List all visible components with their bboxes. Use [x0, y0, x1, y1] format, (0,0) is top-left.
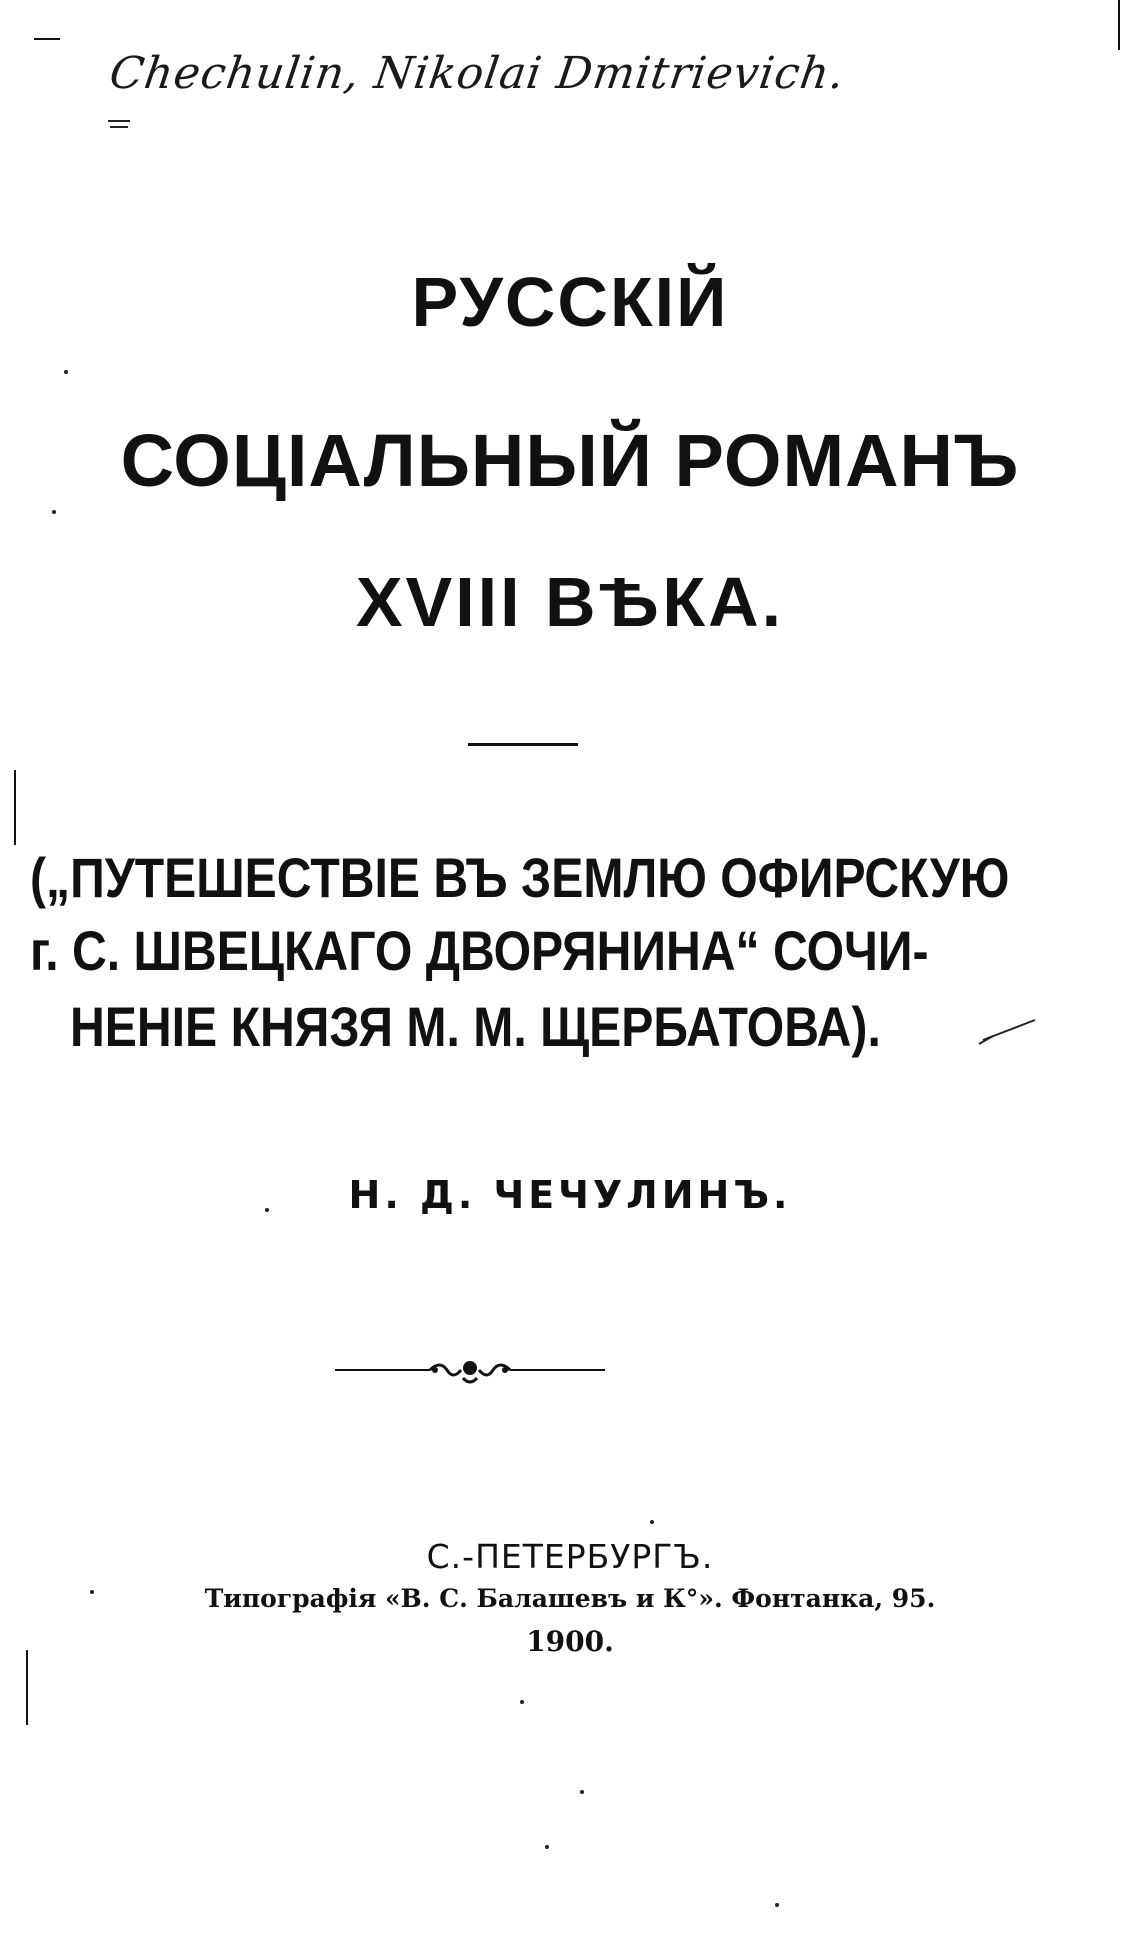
left-edge-line	[14, 770, 16, 845]
title-line-3: XVIII ВѢКА.	[355, 563, 785, 641]
scan-speck	[52, 510, 56, 514]
imprint-press: Типографія «В. С. Балашевъ и К°». Фонтанка, 95.	[204, 1584, 936, 1613]
scan-speck	[64, 370, 68, 374]
scan-speck	[580, 1790, 584, 1794]
title-divider	[468, 743, 578, 746]
scan-speck	[90, 1590, 94, 1594]
scan-speck	[650, 1520, 654, 1524]
handwritten-underline	[108, 120, 130, 122]
subtitle-line-2: г. С. ШВЕЦКАГО ДВОРЯНИНА“ СОЧИ-	[30, 919, 929, 982]
top-left-mark	[34, 38, 60, 40]
ornament-divider-icon	[335, 1350, 605, 1390]
scan-speck	[520, 1700, 524, 1704]
pencil-mark-icon	[975, 1010, 1045, 1050]
scan-speck	[265, 1208, 269, 1212]
subtitle-line-1: („ПУТЕШЕСТВІЕ ВЪ ЗЕМЛЮ ОФИРСКУЮ	[30, 846, 1010, 909]
right-edge-line	[1118, 0, 1120, 50]
title-line-2: СОЦІАЛЬНЫЙ РОМАНЪ	[120, 419, 1020, 502]
scan-speck	[545, 1845, 549, 1849]
author-name: Н. Д. ЧЕЧУЛИНЪ.	[348, 1173, 792, 1217]
scan-speck	[775, 1903, 779, 1907]
left-edge-line-lower	[26, 1650, 28, 1725]
title-line-1: РУССКІЙ	[411, 263, 729, 341]
subtitle-line-3: НЕНІЕ КНЯЗЯ М. М. ЩЕРБАТОВА).	[70, 995, 881, 1058]
imprint-city: С.-ПЕТЕРБУРГЪ.	[426, 1537, 714, 1576]
handwritten-underline-second	[110, 126, 128, 128]
handwritten-note: Chechulin, Nikolai Dmitrievich.	[106, 48, 849, 99]
imprint-year: 1900.	[526, 1625, 614, 1658]
